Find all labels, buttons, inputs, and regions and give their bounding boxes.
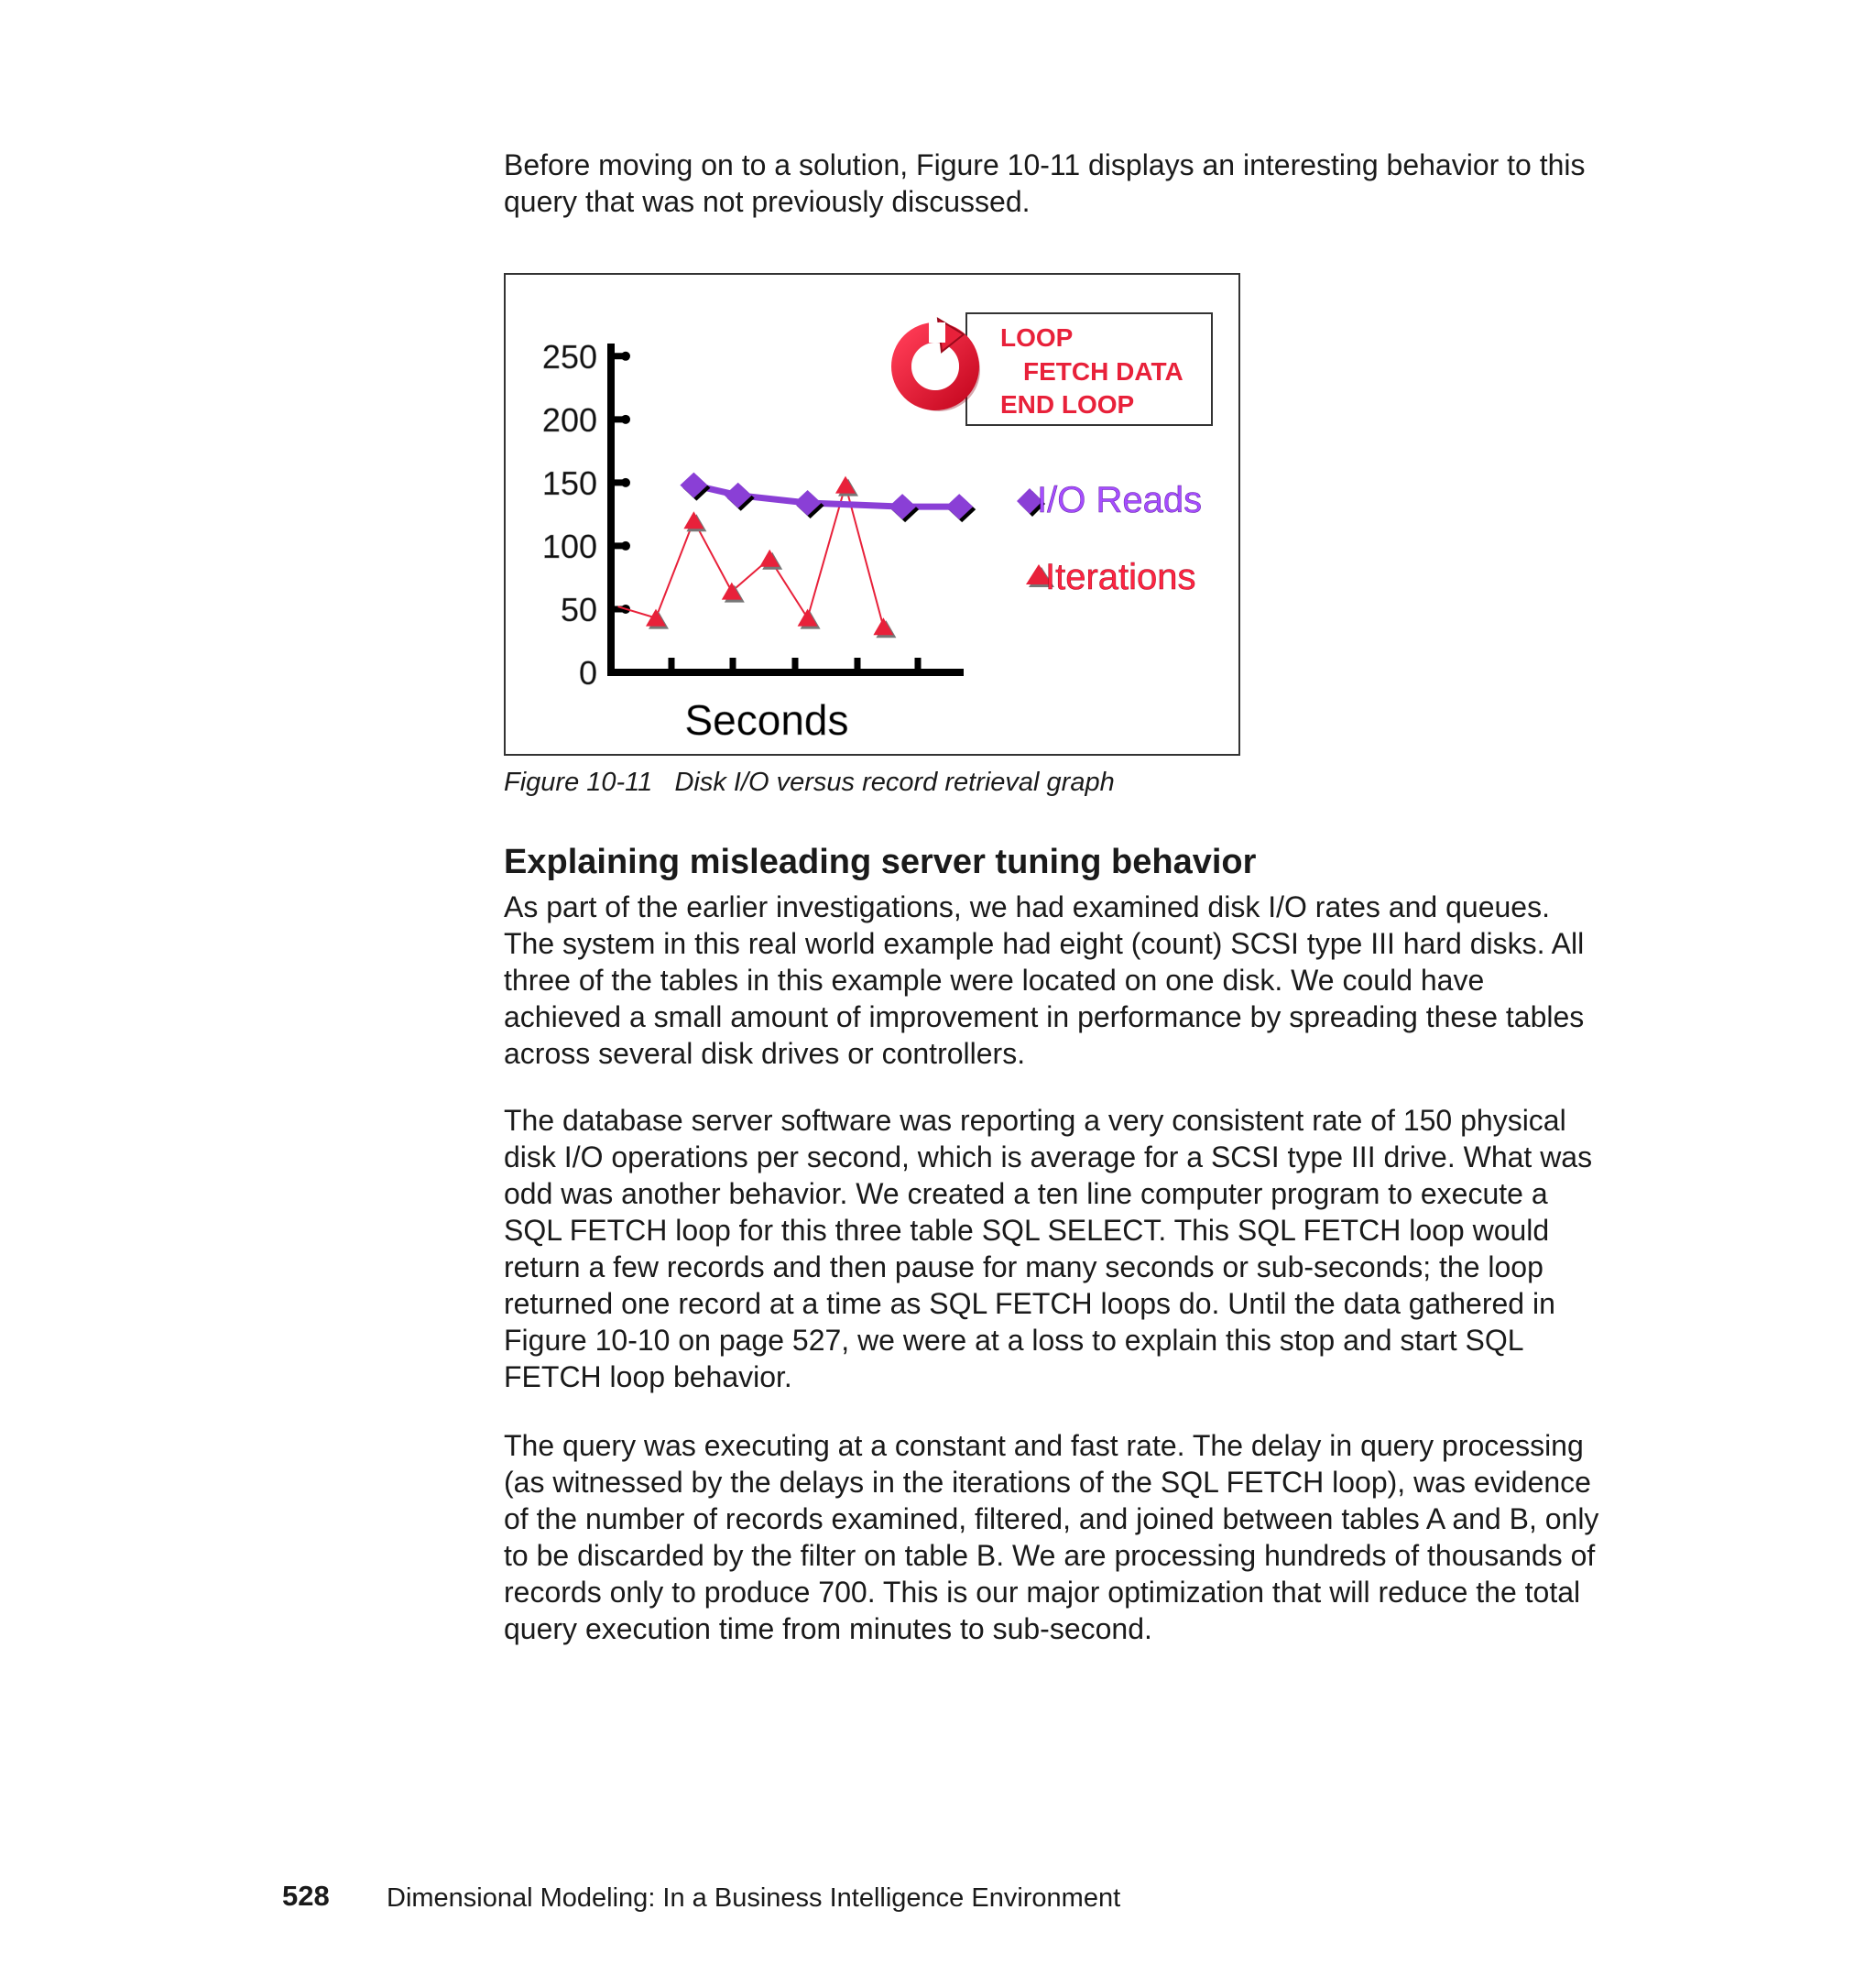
page-number: 528 [282,1880,330,1912]
iterations-point [835,476,856,494]
y-tick-label: 100 [541,527,597,565]
y-tick-label: 200 [541,400,597,439]
loop-box [966,313,1212,425]
loop-box-line3: END LOOP [1000,390,1135,419]
y-tick-label: 50 [560,590,597,628]
legend-label-io-reads: I/O Reads [1037,480,1203,520]
intro-paragraph: Before moving on to a solution, Figure 10-11 displays an interesting behavior to this query that was not previously discussed. [504,148,1586,218]
y-tick-label: 0 [578,654,597,692]
iterations-point [646,609,666,627]
y-tick-knob [621,415,630,424]
iterations-point [759,550,780,567]
figure-10-11 [504,273,1240,756]
loop-box-line2: FETCH DATA [1023,357,1183,386]
figure-caption: Figure 10-11 Disk I/O versus record retrieval graph [504,768,1115,797]
section-paragraph-3: The query was executing at a constant and fast rate. The delay in query processing (as witnessed by the delays in the iterations of the SQL FETCH loop), was evidence of the number of records examined, filtered, and joined between tables A and B, only to be discarded by the filter on table B. We are processing hundreds of thousands of records only to produce 700. This is our major optimization that will reduce the total query execution time from minutes to sub-second. [504,1429,1599,1645]
chart [506,275,1242,758]
iterations-point [683,511,704,529]
y-tick-knob [621,478,630,487]
y-tick-label: 150 [541,464,597,502]
iterations-point [798,609,818,627]
legend-iterations [1026,557,1196,597]
y-tick-knob [621,541,630,551]
book-title: Dimensional Modeling: In a Business Intelligence Environment [387,1883,1121,1913]
x-axis-label: Seconds [684,696,849,744]
y-tick-label: 250 [541,337,597,376]
legend-label-iterations: Iterations [1045,557,1196,597]
iterations-point [873,617,893,635]
section-paragraph-1: As part of the earlier investigations, we had examined disk I/O rates and queues. The system in this real world example had eight (count) SCSI type III hard disks. All three of the tables in this example were located on one disk. We could have achieved a small amount of improvement in performance by spreading these tables across several disk drives or controllers. [504,890,1585,1070]
legend-io-reads [1017,480,1202,520]
legend [1017,480,1202,597]
section-heading: Explaining misleading server tuning behavior [504,843,1257,881]
section-paragraph-2: The database server software was reporting a very consistent rate of 150 physical disk I/O operations per second, which is average for a SCSI type III drive. What was odd was another behavior. We created a ten line computer program to execute a SQL FETCH loop for this three table SQL SELECT. This SQL FETCH loop would return a few records and then pause for many seconds or sub-seconds; the loop returned one record at a time as SQL FETCH loops do. Until the data gathered in Figure 10-10 on page 527, we were at a loss to explain this stop and start SQL FETCH loop behavior. [504,1104,1593,1393]
y-tick-knob [621,352,630,361]
loop-box-line1: LOOP [1000,323,1074,352]
